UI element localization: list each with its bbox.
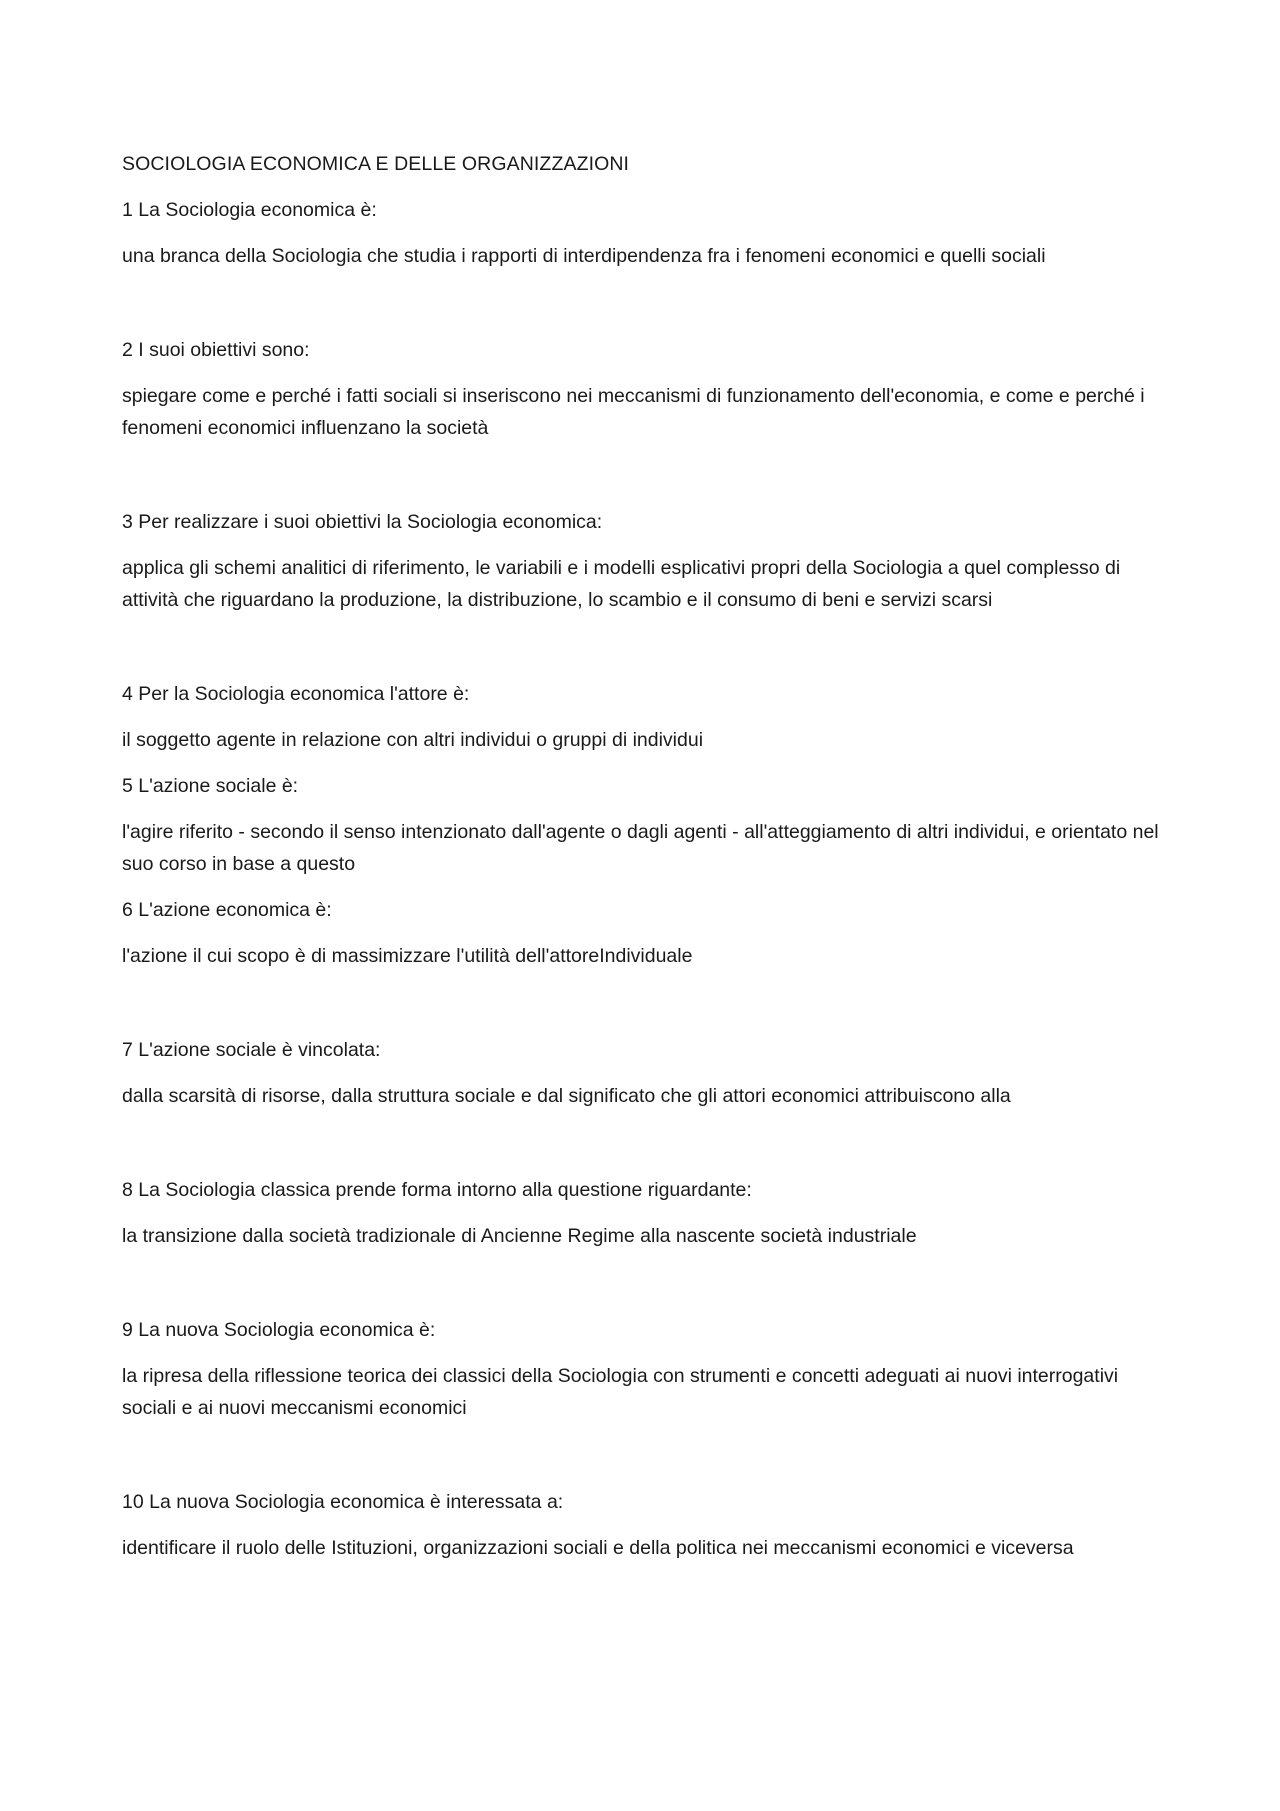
answer-7: dalla scarsità di risorse, dalla struttura sociale e dal significato che gli attori economici attribuiscono alla <box>122 1085 1011 1107</box>
question-9: 9 La nuova Sociologia economica è: <box>122 1319 436 1341</box>
qa-item-8 <box>122 1174 1172 1252</box>
answer-6: l'azione il cui scopo è di massimizzare l'utilità dell'attoreIndividuale <box>122 945 693 967</box>
spacer <box>122 444 1172 506</box>
qa-item-3 <box>122 506 1172 616</box>
answer-8: la transizione dalla società tradizionale di Ancienne Regime alla nascente società industriale <box>122 1225 917 1247</box>
qa-item-10 <box>122 1486 1172 1564</box>
document-title: SOCIOLOGIA ECONOMICA E DELLE ORGANIZZAZIONI <box>122 153 630 175</box>
spacer <box>122 1252 1172 1314</box>
question-4: 4 Per la Sociologia economica l'attore è: <box>122 683 470 705</box>
answer-9: la ripresa della riflessione teorica dei classici della Sociologia con strumenti e concetti adeguati ai nuovi interrogativi sociali e ai nuovi meccanismi economici <box>122 1365 1119 1419</box>
spacer <box>122 616 1172 678</box>
answer-4: il soggetto agente in relazione con altri individui o gruppi di individui <box>122 729 704 751</box>
question-3: 3 Per realizzare i suoi obiettivi la Sociologia economica: <box>122 511 603 533</box>
spacer <box>122 272 1172 334</box>
answer-10: identificare il ruolo delle Istituzioni, organizzazioni sociali e della politica nei meccanismi economici e viceversa <box>122 1537 1074 1559</box>
answer-2: spiegare come e perché i fatti sociali si inseriscono nei meccanismi di funzionamento dell'economia, e come e perché i fenomeni economici influenzano la società <box>122 385 1145 439</box>
spacer <box>122 756 1172 770</box>
qa-item-4 <box>122 678 1172 756</box>
qa-item-2 <box>122 334 1172 444</box>
qa-item-7 <box>122 1034 1172 1112</box>
spacer <box>122 972 1172 1034</box>
qa-item-5 <box>122 770 1172 880</box>
qa-item-1 <box>122 194 1172 272</box>
question-2: 2 I suoi obiettivi sono: <box>122 339 310 361</box>
spacer <box>122 1424 1172 1486</box>
qa-item-6 <box>122 894 1172 972</box>
question-8: 8 La Sociologia classica prende forma intorno alla questione riguardante: <box>122 1179 752 1201</box>
question-6: 6 L'azione economica è: <box>122 899 332 921</box>
answer-3: applica gli schemi analitici di riferimento, le variabili e i modelli esplicativi propri della Sociologia a quel complesso di attività che riguardano la produzione, la distribuzione, lo scambio e il consumo di beni e servizi scarsi <box>122 557 1121 611</box>
question-10: 10 La nuova Sociologia economica è interessata a: <box>122 1491 564 1513</box>
question-5: 5 L'azione sociale è: <box>122 775 299 797</box>
answer-1: una branca della Sociologia che studia i rapporti di interdipendenza fra i fenomeni economici e quelli sociali <box>122 245 1046 267</box>
question-1: 1 La Sociologia economica è: <box>122 199 377 221</box>
spacer <box>122 1112 1172 1174</box>
document-page <box>122 148 1172 1564</box>
question-7: 7 L'azione sociale è vincolata: <box>122 1039 381 1061</box>
spacer <box>122 880 1172 894</box>
qa-item-9 <box>122 1314 1172 1424</box>
answer-5: l'agire riferito - secondo il senso intenzionato dall'agente o dagli agenti - all'atteggiamento di altri individui, e orientato nel suo corso in base a questo <box>122 821 1159 875</box>
